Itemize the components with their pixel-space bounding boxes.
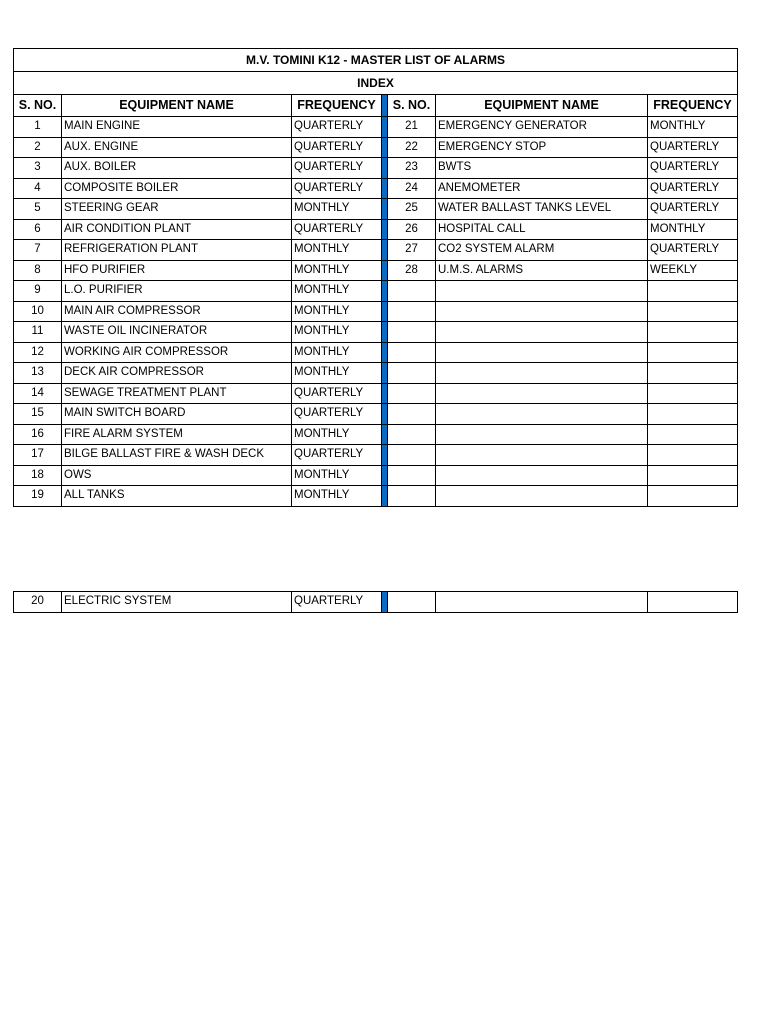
row-sno-left: 17 (14, 445, 62, 466)
table-row (14, 342, 738, 363)
row-equipment-name-left: MAIN ENGINE (62, 117, 292, 138)
row-equipment-name-right (436, 342, 648, 363)
row-equipment-name-left: HFO PURIFIER (62, 260, 292, 281)
header-row (14, 95, 738, 117)
row-frequency-left: QUARTERLY (292, 117, 382, 138)
row-frequency-left: MONTHLY (292, 486, 382, 507)
row-sno-left: 13 (14, 363, 62, 384)
row-frequency-left: QUARTERLY (292, 178, 382, 199)
row-frequency-right: MONTHLY (648, 219, 738, 240)
row-equipment-name-left: SEWAGE TREATMENT PLANT (62, 383, 292, 404)
row-equipment-name-left: DECK AIR COMPRESSOR (62, 363, 292, 384)
row-sno-right (388, 445, 436, 466)
row-sno-left: 5 (14, 199, 62, 220)
row-equipment-name-left: AUX. ENGINE (62, 137, 292, 158)
row-sno-left: 6 (14, 219, 62, 240)
table-row (14, 117, 738, 138)
row-sno-right: 28 (388, 260, 436, 281)
row-frequency-right (648, 301, 738, 322)
row-frequency-right (648, 424, 738, 445)
row-sno-right: 25 (388, 199, 436, 220)
row-sno-right-empty (388, 592, 436, 613)
row-equipment-name-right: U.M.S. ALARMS (436, 260, 648, 281)
row-frequency-left: QUARTERLY (292, 445, 382, 466)
row-equipment-name-left: FIRE ALARM SYSTEM (62, 424, 292, 445)
row-frequency-left: QUARTERLY (292, 383, 382, 404)
table-row (14, 486, 738, 507)
row-sno-right: 21 (388, 117, 436, 138)
table-row (14, 301, 738, 322)
row-frequency-right (648, 342, 738, 363)
row-frequency-left: QUARTERLY (292, 219, 382, 240)
row-frequency-right: WEEKLY (648, 260, 738, 281)
row-frequency-left: MONTHLY (292, 240, 382, 261)
row-frequency-right (648, 465, 738, 486)
row-equipment-name-right: HOSPITAL CALL (436, 219, 648, 240)
row-equipment-name-right: EMERGENCY STOP (436, 137, 648, 158)
row-frequency-left: QUARTERLY (292, 404, 382, 425)
index-heading: INDEX (14, 72, 738, 95)
row-frequency: QUARTERLY (292, 592, 382, 613)
table-row (14, 424, 738, 445)
row-equipment-name-left: L.O. PURIFIER (62, 281, 292, 302)
header-equipment-left: EQUIPMENT NAME (62, 95, 292, 117)
row-sno-right (388, 486, 436, 507)
row-sno-right: 23 (388, 158, 436, 179)
row-equipment-name-left: WORKING AIR COMPRESSOR (62, 342, 292, 363)
table-row (14, 465, 738, 486)
row-sno-left: 19 (14, 486, 62, 507)
row-sno-right: 22 (388, 137, 436, 158)
row-sno-right (388, 322, 436, 343)
table-row (14, 219, 738, 240)
row-frequency-left: MONTHLY (292, 199, 382, 220)
row-frequency-left: MONTHLY (292, 465, 382, 486)
row-sno: 20 (14, 592, 62, 613)
header-equipment-right: EQUIPMENT NAME (436, 95, 648, 117)
table-row (14, 445, 738, 466)
row-frequency-right: QUARTERLY (648, 158, 738, 179)
row-frequency-right (648, 363, 738, 384)
table-row (14, 404, 738, 425)
row-sno-left: 18 (14, 465, 62, 486)
row-equipment-name-right-empty (436, 592, 648, 613)
table-row (14, 383, 738, 404)
table-row (14, 260, 738, 281)
row-equipment-name-left: MAIN SWITCH BOARD (62, 404, 292, 425)
row-equipment-name-right: ANEMOMETER (436, 178, 648, 199)
row-frequency-left: MONTHLY (292, 342, 382, 363)
alarm-index-table-continued (13, 591, 738, 613)
row-frequency-left: MONTHLY (292, 301, 382, 322)
row-equipment-name-left: AIR CONDITION PLANT (62, 219, 292, 240)
row-sno-left: 9 (14, 281, 62, 302)
row-sno-right (388, 404, 436, 425)
row-equipment-name-right: EMERGENCY GENERATOR (436, 117, 648, 138)
row-sno-right (388, 465, 436, 486)
row-equipment-name-right (436, 486, 648, 507)
row-frequency-right: MONTHLY (648, 117, 738, 138)
row-equipment-name-left: MAIN AIR COMPRESSOR (62, 301, 292, 322)
table-row (14, 592, 738, 613)
row-sno-left: 7 (14, 240, 62, 261)
row-sno-right: 27 (388, 240, 436, 261)
row-equipment-name-left: STEERING GEAR (62, 199, 292, 220)
header-frequency-right: FREQUENCY (648, 95, 738, 117)
row-sno-right: 26 (388, 219, 436, 240)
row-equipment-name-right (436, 383, 648, 404)
row-frequency-left: MONTHLY (292, 363, 382, 384)
row-sno-right (388, 342, 436, 363)
row-equipment-name-right (436, 424, 648, 445)
row-frequency-right (648, 404, 738, 425)
row-sno-left: 11 (14, 322, 62, 343)
row-sno-left: 10 (14, 301, 62, 322)
table-row (14, 240, 738, 261)
row-equipment-name-right (436, 281, 648, 302)
row-frequency-right (648, 445, 738, 466)
table-row (14, 158, 738, 179)
row-equipment-name-left: ALL TANKS (62, 486, 292, 507)
table-row (14, 137, 738, 158)
row-frequency-right: QUARTERLY (648, 178, 738, 199)
row-equipment-name-left: BILGE BALLAST FIRE & WASH DECK (62, 445, 292, 466)
row-equipment-name-right (436, 465, 648, 486)
row-equipment-name-left: OWS (62, 465, 292, 486)
row-frequency-left: MONTHLY (292, 260, 382, 281)
row-sno-right (388, 281, 436, 302)
row-equipment-name: ELECTRIC SYSTEM (62, 592, 292, 613)
header-sno-left: S. NO. (14, 95, 62, 117)
row-frequency-left: QUARTERLY (292, 137, 382, 158)
document-title: M.V. TOMINI K12 - MASTER LIST OF ALARMS (14, 49, 738, 72)
row-sno-left: 14 (14, 383, 62, 404)
row-sno-left: 4 (14, 178, 62, 199)
row-equipment-name-right: BWTS (436, 158, 648, 179)
table-row (14, 363, 738, 384)
row-frequency-right: QUARTERLY (648, 199, 738, 220)
row-equipment-name-right (436, 445, 648, 466)
row-sno-right (388, 424, 436, 445)
table-row (14, 178, 738, 199)
row-sno-left: 12 (14, 342, 62, 363)
row-frequency-left: QUARTERLY (292, 158, 382, 179)
row-sno-left: 3 (14, 158, 62, 179)
row-frequency-right: QUARTERLY (648, 137, 738, 158)
header-frequency-left: FREQUENCY (292, 95, 382, 117)
table-row (14, 281, 738, 302)
row-frequency-left: MONTHLY (292, 424, 382, 445)
row-frequency-right-empty (648, 592, 738, 613)
table-row (14, 199, 738, 220)
row-sno-right (388, 301, 436, 322)
row-frequency-right (648, 322, 738, 343)
header-sno-right: S. NO. (388, 95, 436, 117)
row-sno-left: 15 (14, 404, 62, 425)
row-frequency-right (648, 281, 738, 302)
row-equipment-name-right (436, 404, 648, 425)
row-sno-right: 24 (388, 178, 436, 199)
row-equipment-name-right: CO2 SYSTEM ALARM (436, 240, 648, 261)
row-equipment-name-left: AUX. BOILER (62, 158, 292, 179)
row-equipment-name-right (436, 363, 648, 384)
row-frequency-right: QUARTERLY (648, 240, 738, 261)
alarm-index-table (13, 48, 738, 507)
row-frequency-left: MONTHLY (292, 322, 382, 343)
row-frequency-right (648, 486, 738, 507)
row-sno-left: 16 (14, 424, 62, 445)
row-equipment-name-left: REFRIGERATION PLANT (62, 240, 292, 261)
table-row (14, 322, 738, 343)
row-sno-left: 2 (14, 137, 62, 158)
row-sno-right (388, 363, 436, 384)
row-equipment-name-left: WASTE OIL INCINERATOR (62, 322, 292, 343)
row-equipment-name-left: COMPOSITE BOILER (62, 178, 292, 199)
row-equipment-name-right (436, 301, 648, 322)
row-frequency-left: MONTHLY (292, 281, 382, 302)
row-equipment-name-right: WATER BALLAST TANKS LEVEL (436, 199, 648, 220)
row-sno-left: 1 (14, 117, 62, 138)
row-equipment-name-right (436, 322, 648, 343)
row-sno-left: 8 (14, 260, 62, 281)
row-frequency-right (648, 383, 738, 404)
row-sno-right (388, 383, 436, 404)
